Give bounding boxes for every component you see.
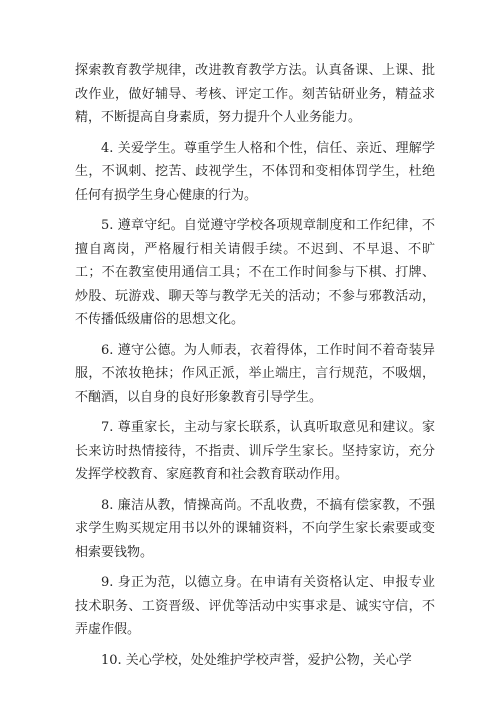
paragraph-item-7: 7. 尊重家长，主动与家长联系，认真听取意见和建议。家长来访时热情接待，不指责、训斥学生家长。坚持家访，充分发挥学校教育、家庭教育和社会教育联动作用。 bbox=[75, 420, 435, 482]
paragraph-item-10: 10. 关心学校，处处维护学校声誉，爱护公物，关心学 bbox=[101, 652, 412, 668]
document-body bbox=[75, 59, 435, 679]
paragraph-item-5: 5. 遵章守纪。自觉遵守学校各项规章制度和工作纪律，不擅自离岗，严格履行相关请假手续。不迟到、不早退、不旷工；不在教室使用通信工具；不在工作时间参与下棋、打牌、炒股、玩游戏、聊天等与教学无关的活动；不参与邪教活动，不传播低级庸俗的思想文化。 bbox=[75, 218, 435, 327]
paragraph-item-8: 8. 廉洁从教，情操高尚。不乱收费，不搞有偿家教，不强求学生购买规定用书以外的课辅资料，不向学生家长索要或变相索要钱物。 bbox=[75, 497, 435, 560]
paragraph-item-4: 4. 关爱学生。尊重学生人格和个性，信任、亲近、理解学生，不讽刺、挖苦、歧视学生，不体罚和变相体罚学生，杜绝任何有损学生身心健康的行为。 bbox=[75, 140, 435, 203]
paragraph-continuation: 探索教育教学规律，改进教育教学方法。认真备课、上课、批改作业，做好辅导、考核、评定工作。刻苦钻研业务，精益求精，不断提高自身素质，努力提升个人业务能力。 bbox=[75, 63, 435, 125]
paragraph-item-6: 6. 遵守公德。为人师表，衣着得体，工作时间不着奇装异服，不浓妆艳抹；作风正派，举止端庄，言行规范，不吸烟，不酗酒，以自身的良好形象教育引导学生。 bbox=[75, 342, 435, 405]
paragraph-item-9: 9. 身正为范，以德立身。在申请有关资格认定、申报专业技术职务、工资晋级、评优等活动中实事求是、诚实守信，不弄虚作假。 bbox=[75, 575, 435, 637]
